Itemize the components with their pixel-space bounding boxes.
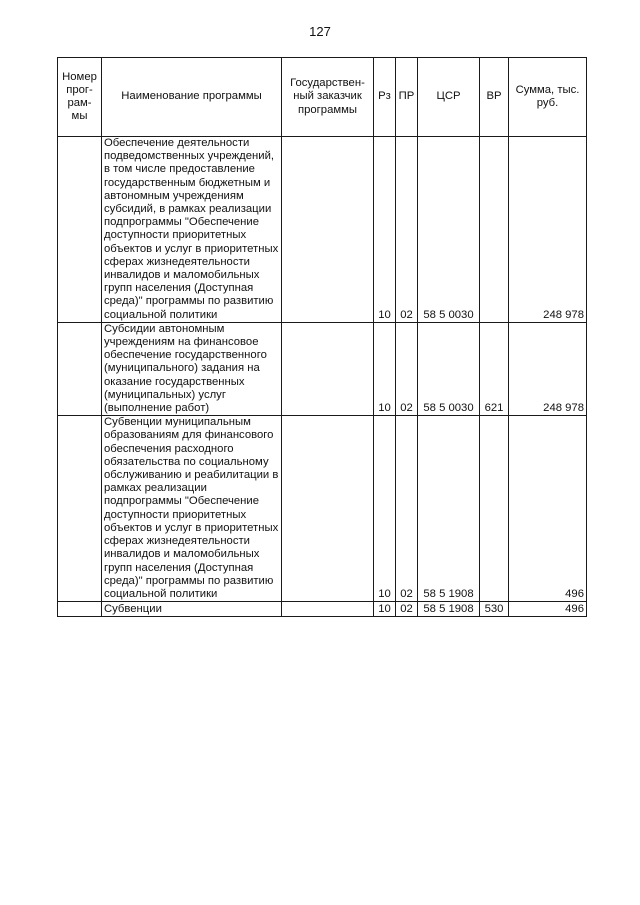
- cell-name: Субвенции муниципальным образованиям для финансового обеспечения расходного обязательства по социальному обслуживанию и реабилитации в рамках реализации подпрограммы "Обеспечение доступности приоритетных объектов и услуг в приоритетных сферах жизнедеятельности инвалидов и маломобильных групп населения (Доступная среда)" программы по развитию социальной политики: [102, 416, 282, 602]
- cell-name: Обеспечение деятельности подведомственных учреждений, в том числе предоставление государственным бюджетным и автономным учреждениям субсидий, в рамках реализации подпрограммы "Обеспечение доступности приоритетных объектов и услуг в приоритетных сферах жизнедеятельности инвалидов и маломобильных групп населения (Доступная среда)" программы по развитию социальной политики: [102, 137, 282, 323]
- cell-rz: 10: [374, 322, 396, 415]
- header-program-number: Номер прог-рам-мы: [58, 58, 102, 137]
- header-program-name: Наименование программы: [102, 58, 282, 137]
- cell-vr: [480, 137, 509, 323]
- header-sum: Сумма, тыс. руб.: [509, 58, 587, 137]
- cell-rz: 10: [374, 416, 396, 602]
- cell-vr: [480, 416, 509, 602]
- cell-sum: 248 978: [509, 137, 587, 323]
- cell-vr: 530: [480, 602, 509, 617]
- cell-vr: 621: [480, 322, 509, 415]
- header-rz: Рз: [374, 58, 396, 137]
- page-number: 127: [309, 24, 331, 39]
- cell-sum: 248 978: [509, 322, 587, 415]
- cell-pr: 02: [396, 137, 418, 323]
- cell-rz: 10: [374, 602, 396, 617]
- header-row: [58, 58, 587, 137]
- header-csr: ЦСР: [418, 58, 480, 137]
- cell-pr: 02: [396, 602, 418, 617]
- cell-number: [58, 322, 102, 415]
- cell-csr: 58 5 0030: [418, 137, 480, 323]
- cell-pr: 02: [396, 322, 418, 415]
- cell-csr: 58 5 0030: [418, 322, 480, 415]
- cell-sum: 496: [509, 416, 587, 602]
- table-row: [58, 602, 587, 617]
- cell-customer: [282, 602, 374, 617]
- cell-customer: [282, 416, 374, 602]
- cell-pr: 02: [396, 416, 418, 602]
- cell-rz: 10: [374, 137, 396, 323]
- cell-name: Субсидии автономным учреждениям на финансовое обеспечение государственного (муниципального) задания на оказание государственных (муниципальных) услуг (выполнение работ): [102, 322, 282, 415]
- table-row: [58, 416, 587, 602]
- cell-customer: [282, 137, 374, 323]
- cell-name: Субвенции: [102, 602, 282, 617]
- cell-csr: 58 5 1908: [418, 416, 480, 602]
- cell-number: [58, 416, 102, 602]
- cell-csr: 58 5 1908: [418, 602, 480, 617]
- cell-number: [58, 137, 102, 323]
- header-vr: ВР: [480, 58, 509, 137]
- table-row: [58, 322, 587, 415]
- cell-sum: 496: [509, 602, 587, 617]
- header-customer: Государствен-ный заказчик программы: [282, 58, 374, 137]
- cell-customer: [282, 322, 374, 415]
- cell-number: [58, 602, 102, 617]
- budget-program-table: [57, 57, 587, 617]
- table-row: [58, 137, 587, 323]
- header-pr: ПР: [396, 58, 418, 137]
